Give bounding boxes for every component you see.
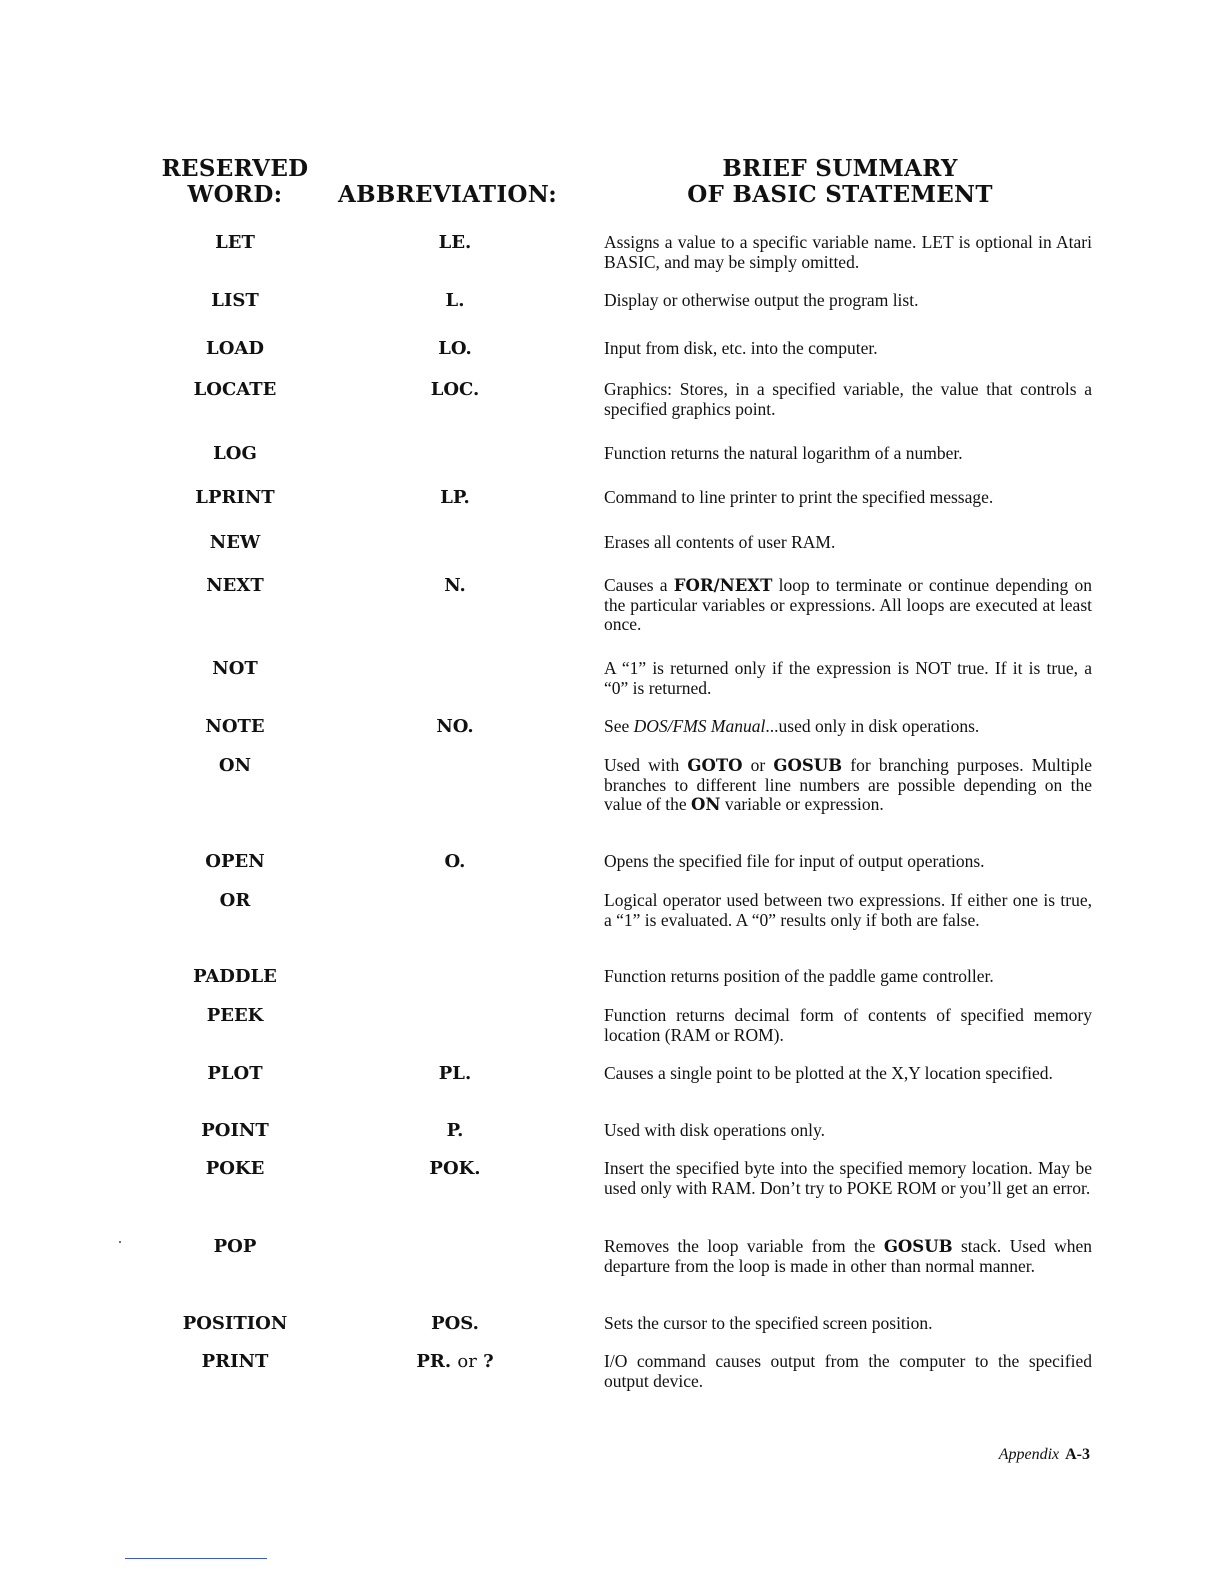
- summary: See DOS/FMS Manual...used only in disk operations.: [604, 716, 980, 736]
- reserved-word: LPRINT: [195, 487, 275, 508]
- summary: Erases all contents of user RAM.: [604, 532, 836, 552]
- reserved-word: ON: [218, 755, 252, 776]
- summary: Opens the specified file for input of output operations.: [604, 851, 985, 871]
- reserved-word: POKE: [205, 1158, 265, 1179]
- reserved-word: PADDLE: [193, 966, 277, 987]
- reserved-word: POINT: [201, 1120, 269, 1141]
- scan-speck: [119, 1241, 121, 1243]
- reserved-word: LOCATE: [193, 379, 277, 400]
- reserved-word: PLOT: [207, 1063, 263, 1084]
- reserved-word: OR: [219, 890, 251, 911]
- summary: A “1” is returned only if the expression is NOT true. If it is true, a “0” is returned.: [604, 658, 1092, 698]
- summary: Sets the cursor to the specified screen position.: [604, 1313, 933, 1333]
- summary: Input from disk, etc. into the computer.: [604, 338, 878, 358]
- reserved-word: NEXT: [206, 575, 264, 596]
- summary: Assigns a value to a specific variable name. LET is optional in Atari BASIC, and may be simply omitted.: [604, 232, 1092, 272]
- abbreviation: LE.: [438, 232, 472, 253]
- reserved-word: PRINT: [201, 1351, 269, 1372]
- summary: Removes the loop variable from the GOSUB stack. Used when departure from the loop is made in other than normal manner.: [604, 1236, 1092, 1276]
- reserved-word: PEEK: [206, 1005, 264, 1026]
- summary: Causes a FOR/NEXT loop to terminate or continue depending on the particular variables or expressions. All loops are executed at least once.: [604, 575, 1092, 634]
- abbreviation: POK.: [429, 1158, 481, 1179]
- summary: Function returns the natural logarithm of a number.: [604, 443, 963, 463]
- page-number: A-3: [1065, 1446, 1090, 1463]
- abbreviation: NO.: [436, 716, 474, 737]
- reserved-word: POP: [213, 1236, 257, 1257]
- summary: Function returns decimal form of contents of specified memory location (RAM or ROM).: [604, 1005, 1092, 1045]
- summary: Causes a single point to be plotted at the X,Y location specified.: [604, 1063, 1053, 1083]
- summary: Graphics: Stores, in a specified variable, the value that controls a specified graphics point.: [604, 379, 1092, 419]
- abbreviation: LP.: [440, 487, 470, 508]
- appendix-label: Appendix: [998, 1446, 1060, 1463]
- reserved-word: LET: [215, 232, 255, 253]
- abbreviation: PR. or ?: [416, 1351, 494, 1372]
- reserved-word: LOAD: [206, 338, 264, 359]
- reserved-word: LOG: [213, 443, 257, 464]
- summary: Used with GOTO or GOSUB for branching purposes. Multiple branches to different line numbers are possible depending on the value of the ON variable or expression.: [604, 755, 1092, 814]
- abbreviation: N.: [444, 575, 466, 596]
- reserved-word: NOT: [212, 658, 258, 679]
- abbreviation: LOC.: [430, 379, 480, 400]
- reserved-word: POSITION: [182, 1313, 288, 1334]
- summary: Command to line printer to print the specified message.: [604, 487, 994, 507]
- header-reserved-word: RESERVED WORD:: [161, 155, 309, 208]
- abbreviation: O.: [444, 851, 466, 872]
- reserved-word: LIST: [211, 290, 259, 311]
- header-brief-summary: BRIEF SUMMARY OF BASIC STATEMENT: [687, 155, 993, 208]
- divider-line: [125, 1558, 267, 1559]
- reserved-word: NEW: [209, 532, 261, 553]
- summary: Logical operator used between two expressions. If either one is true, a “1” is evaluated. A “0” results only if both are false.: [604, 890, 1092, 930]
- summary: Display or otherwise output the program list.: [604, 290, 919, 310]
- abbreviation: L.: [445, 290, 465, 311]
- reserved-word: NOTE: [205, 716, 265, 737]
- abbreviation: POS.: [431, 1313, 479, 1334]
- summary: Used with disk operations only.: [604, 1120, 825, 1140]
- summary: I/O command causes output from the computer to the specified output device.: [604, 1351, 1092, 1391]
- abbreviation: P.: [446, 1120, 464, 1141]
- page-footer: [999, 1446, 1090, 1464]
- header-abbreviation: ABBREVIATION:: [337, 181, 558, 208]
- summary: Insert the specified byte into the specified memory location. May be used only with RAM. Don’t try to POKE ROM or you’ll get an error.: [604, 1158, 1092, 1198]
- summary: Function returns position of the paddle game controller.: [604, 966, 994, 986]
- abbreviation: PL.: [438, 1063, 472, 1084]
- reserved-word: OPEN: [205, 851, 265, 872]
- abbreviation: LO.: [438, 338, 472, 359]
